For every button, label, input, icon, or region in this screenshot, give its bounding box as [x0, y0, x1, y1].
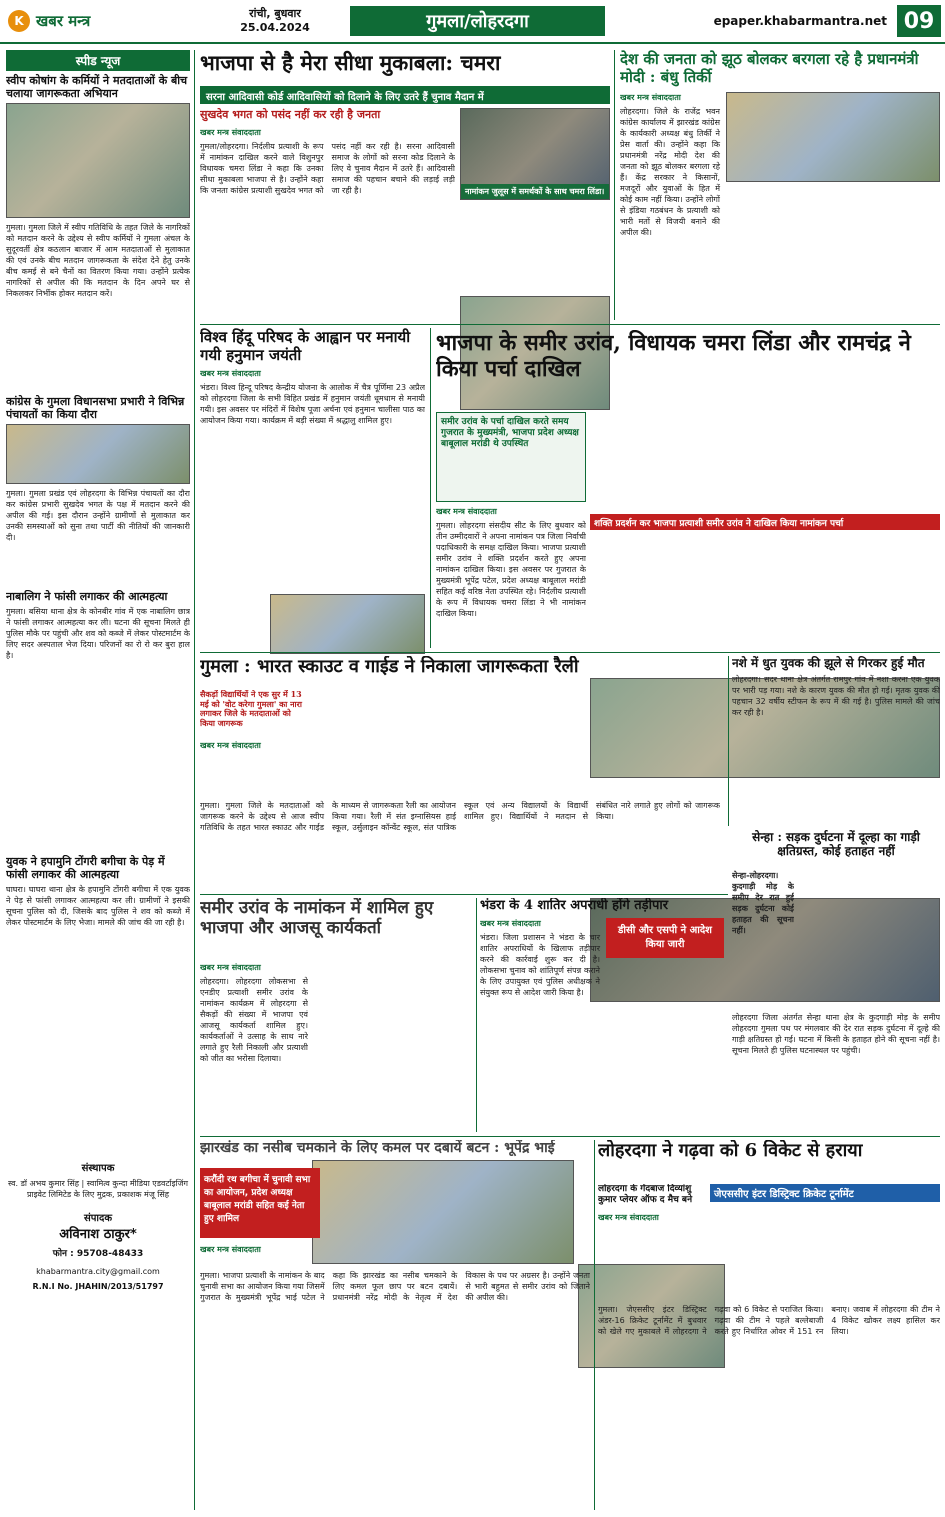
vhp-text: भंडरा। विश्व हिन्दू परिषद केन्द्रीय योजना के आलोक में चैत्र पूर्णिमा 23 अप्रैल को लोहरदगा जिला के सभी विहित प्रखंड में हनुमान जयंती धूमधाम से मनायी गयी। इस अवसर पर मंदिरों में विशेष पूजा अर्चना एवं हनुमान चालीसा पाठ का आयोजन किया गया। कार्यक्रम में बड़ी संख्या में श्रद्धालु शामिल हुए। [200, 383, 425, 425]
date: 25.04.2024 [240, 21, 310, 34]
speed-news-4-text: घाघरा। घाघरा थाना क्षेत्र के हपामुनि टोंगरी बगीचा में एक युवक ने पेड़ से फांसी लगाकर आत्महत्या कर ली। ग्रामीणों ने इसकी सूचना पुलिस को दी, जिसके बाद पुलिस ने शव को कब्जे में लेकर पोस्टमार्टम के लिए भेजा। मामले की जांच की जा रही है। [6, 885, 190, 928]
bjp-body [436, 506, 586, 636]
road-caption-box [732, 870, 794, 1010]
lead-byline: खबर मन्त्र संवाददाता [200, 128, 261, 138]
modi-photo [726, 92, 940, 182]
bjp-byline: खबर मन्त्र संवाददाता [436, 507, 497, 516]
phone: फोन : 95708-48433 [52, 1249, 144, 1259]
column-divider [614, 50, 615, 320]
row-divider [200, 894, 728, 895]
death-story [732, 656, 940, 826]
jharkhand-text: गुमला। भाजपा प्रत्याशी के नामांकन के बाद चुनावी सभा का आयोजन किया गया जिसमें गुजरात के मुख्यमंत्री भूपेंद्र भाई पटेल ने कहा कि झारखंड का नसीब चमकाने के लिए कमल फूल छाप पर बटन दबायें। प्रधानमंत्री नरेंद्र मोदी के नेतृत्व में देश विकास के पथ पर अग्रसर है। उन्होंने जनता से भारी बहुमत से समीर उरांव को जिताने की अपील की। [200, 1271, 590, 1302]
vhp-photo [270, 594, 425, 654]
brand-name: खबर मन्त्र [36, 12, 91, 30]
speed-news-2-text: गुमला। गुमला प्रखंड एवं लोहरदगा के विभिन्न पंचायतों का दौरा कर कांग्रेस प्रभारी सुखदेव भगत के पक्ष में मतदान करने की अपील की गई। इस दौरान उन्होंने ग्रामीणों से मुलाकात कर उनकी समस्याओं को सुना तथा पार्टी की नीतियों की जानकारी दी। [6, 489, 190, 543]
cricket-headline: लोहरदगा ने गढ़वा को 6 विकेट से हराया [598, 1140, 863, 1161]
speed-news-3 [6, 590, 190, 850]
speed-news-3-headline: नाबालिग ने फांसी लगाकर की आत्महत्या [6, 590, 168, 603]
lead-headline-box [200, 50, 610, 84]
scout-photo [312, 1160, 574, 1264]
death-headline: नशे में धुत युवक की झूले से गिरकर हुई मौत [732, 656, 925, 670]
sameer-byline: खबर मन्त्र संवाददाता [200, 963, 261, 972]
column-divider [194, 50, 195, 1510]
speed-news-1-headline: स्वीप कोषांग के कर्मियों ने मतदाताओं के बीच चलाया जागरूकता अभियान [6, 74, 188, 101]
column-divider [728, 656, 729, 826]
masthead [0, 0, 945, 44]
imprint-title: संस्थापक [81, 1163, 115, 1174]
jharkhand-byline: खबर मन्त्र संवाददाता [200, 1245, 261, 1254]
scout-text-box [200, 800, 720, 890]
row-divider [200, 324, 940, 325]
sameer-headline-box [200, 898, 470, 958]
speed-news-1 [6, 50, 190, 390]
lead-strip: सरना आदिवासी कोर्ड आदिवासियों को दिलाने के लिए उतरे हैं चुनाव मैदान में [200, 86, 610, 104]
speed-news-1-photo [6, 103, 190, 218]
cricket-banner: जेएससीए इंटर डिस्ट्रिक्ट क्रिकेट टूर्नामेंट [710, 1184, 940, 1202]
cricket-headline-box [598, 1140, 940, 1180]
brand-logo-icon: K [8, 10, 30, 32]
sameer-text: लोहरदगा। लोहरदगा लोकसभा से एनडीए प्रत्याशी समीर उरांव के नामांकन कार्यक्रम में लोहरदगा से सैकड़ों की संख्या में भाजपा एवं आजसू कार्यकर्ता शामिल हुए। कार्यकर्ताओं ने उत्साह के साथ नारे लगाते हुए रैली निकाली और प्रत्याशी को जीत का भरोसा दिलाया। [200, 977, 308, 1063]
lead-sub: सुखदेव भगत को पसंद नहीं कर रही है जनता [200, 108, 381, 121]
imprint [6, 1160, 190, 1510]
lead-photo-caption: नामांकन जुलूस में समर्थकों के साथ चमरा लिंडा। [461, 184, 609, 199]
lead-photo [460, 108, 610, 200]
bjp-headline: भाजपा के समीर उरांव, विधायक चमरा लिंडा और रामचंद्र ने किया पर्चा दाखिल [436, 330, 911, 383]
bjp-text: गुमला। लोहरदगा संसदीय सीट के लिए बुधवार को तीन उम्मीदवारों ने अपना नामांकन पत्र जिला निर्वाची पदाधिकारी के समक्ष दाखिल किया। भाजपा प्रत्याशी समीर उरांव ने शक्ति प्रदर्शन करते हुए अपना नामांकन दाखिल किया। इस अवसर पर गुजरात के मुख्यमंत्री भूपेंद्र पटेल, प्रदेश अध्यक्ष बाबूलाल मरांडी सहित कई वरिष्ठ नेता उपस्थित रहे। निर्दलीय प्रत्याशी के रूप में विधायक चमरा लिंडा ने भी नामांकन दाखिल किया। [436, 521, 586, 618]
vhp-headline: विश्व हिंदू परिषद के आह्वान पर मनायी गयी हनुमान जयंती [200, 328, 411, 364]
bjp-callout-text: समीर उरांव के पर्चा दाखिल करते समय गुजरात के मुख्यमंत्री, भाजपा प्रदेश अध्यक्ष बाबूलाल मरांडी थे उपस्थित [441, 417, 579, 449]
rni: R.N.I No. JHAHIN/2013/51797 [32, 1282, 164, 1291]
column-divider [476, 898, 477, 1132]
brand [0, 10, 200, 32]
death-text: लोहरदगा। सदर थाना क्षेत्र अंतर्गत रामपुर गांव में नशा करना एक युवक पर भारी पड़ गया। नशे के कारण युवक की मौत हो गई। मृतक युवक की पहचान 32 वर्षीय स्टीफन के रूप में की गई है। पुलिस मामले की जांच कर रही है। [732, 675, 940, 718]
modi-headline: देश की जनता को झूठ बोलकर बरगला रहे है प्रधानमंत्री मोदी : बंधु तिर्की [620, 50, 919, 86]
speed-news-2-headline: कांग्रेस के गुमला विधानसभा प्रभारी ने विभिन्न पंचायतों का किया दौरा [6, 395, 185, 422]
row-divider [200, 1136, 940, 1137]
cricket-side [598, 1184, 706, 1304]
row-divider [200, 652, 940, 653]
vhp-byline: खबर मन्त्र संवाददाता [200, 369, 261, 378]
column-divider [430, 328, 431, 648]
jharkhand-body [200, 1270, 590, 1510]
cricket-body [598, 1304, 940, 1510]
speed-news-4-headline: युवक ने हपामुनि टोंगरी बगीचा के पेड़ में फांसी लगाकर की आत्महत्या [6, 855, 165, 882]
bjp-callout [436, 412, 586, 502]
speed-news-4 [6, 855, 190, 1155]
modi-story [620, 50, 940, 320]
modi-text: लोहरदगा। जिले के राजेंद्र भवन कांग्रेस कार्यालय में झारखंड कांग्रेस के कार्यकारी अध्यक्ष बंधु तिर्की ने प्रेस वार्ता की। उन्होंने कहा कि प्रधानमंत्री नरेंद्र मोदी देश की जनता को झूठ बोलकर बरगला रहे हैं। केंद्र सरकार ने किसानों, मजदूरों और युवाओं के हित में कोई काम नहीं किया। उन्होंने लोगों से इंडिया गठबंधन के प्रत्याशी को भारी मतों से विजयी बनाने की अपील की। [620, 107, 720, 237]
speed-news-1-text: गुमला। गुमला जिले में स्वीप गतिविधि के तहत जिले के नागरिकों को मतदान करने के उद्देश्य से स्वीप कर्मियों ने गुमला अंचल के सुदूरवर्ती क्षेत्र कठलान बाजार में आम मतदाताओं से मुलाकात की एवं उनके बीच मतदान जागरूकता के संदेश देने हेतु उनके बीच कमई से बने चैनों का वितरण किया गया। उन्होंने प्रत्येक नागरिकों से अपील की कि मतदान के दिन अपने घर से निकलकर निर्भीक होकर मतदान करें। [6, 223, 190, 299]
email[interactable]: khabarmantra.city@gmail.com [36, 1267, 160, 1276]
cricket-text: गुमला। जेएससीए इंटर डिस्ट्रिक्ट अंडर-16 क्रिकेट टूर्नामेंट में बुधवार को खेले गए मुकाबले में लोहरदगा ने गढ़वा को 6 विकेट से पराजित किया। गढ़वा की टीम ने पहले बल्लेबाजी करते हुए निर्धारित ओवर में 151 रन बनाए। जवाब में लोहरदगा की टीम ने 4 विकेट खोकर लक्ष्य हासिल कर लिया। [598, 1305, 940, 1336]
scout-headline: गुमला : भारत स्काउट व गाईड ने निकाला जागरूकता रैली [200, 656, 579, 677]
road-headline: सेन्हा : सड़क दुर्घटना में दूल्हा का गाड़ी क्षतिग्रस्त, कोई हताहत नहीं [752, 830, 920, 859]
jharkhand-callout: करौंदी रथ बगीचा में चुनावी सभा का आयोजन, प्रदेश अध्यक्ष बाबूलाल मरांडी सहित कई नेता हुए शामिल [200, 1168, 320, 1238]
cricket-sub: लोहरदगा के गेंदबाज दिव्यांशु कुमार प्लेयर ऑफ द मैच बने [598, 1184, 693, 1205]
editor-title: संपादक [83, 1213, 113, 1224]
bhandra-text: भंडरा। जिला प्रशासन ने भंडरा के चार शातिर अपराधियों के खिलाफ तड़ीपार करने की कार्रवाई शुरू कर दी है। लोकसभा चुनाव को शांतिपूर्ण संपन्न कराने के लिए उपायुक्त एवं पुलिस अधीक्षक ने संयुक्त रूप से आदेश जारी किया है। [480, 932, 600, 997]
road-body [732, 1012, 940, 1132]
epaper-link[interactable]: epaper.khabarmantra.net [713, 14, 887, 28]
lead-body [200, 108, 455, 318]
bhandra-headline: भंडरा के 4 शातिर अपराधी होंगे तड़ीपार [480, 898, 669, 913]
road-text: लोहरदगा जिला अंतर्गत सेन्हा थाना क्षेत्र के कुदगाड़ी मोड़ के समीप लोहरदगा गुमला पथ पर मंगलवार की देर रात सड़क दुर्घटना में दूल्हे की गाड़ी क्षतिग्रस्त हो गई। घटना में किसी के हताहत होने की सूचना नहीं है। सूचना मिलते ही पुलिस घटनास्थल पर पहुंची। [732, 1013, 940, 1055]
speed-news-2-photo [6, 424, 190, 484]
dateline [200, 7, 350, 35]
bhandra-redbox: डीसी और एसपी ने आदेश किया जारी [606, 918, 724, 958]
bhandra-story [480, 898, 724, 1132]
jharkhand-headline: झारखंड का नसीब चमकाने के लिए कमल पर दबायें बटन : भूपेंद्र भाई [200, 1140, 555, 1156]
speed-news-label: स्पीड न्यूज [6, 50, 190, 71]
bjp-headline-box [436, 330, 940, 410]
scout-intro: सैकड़ों विद्यार्थियों ने एक सुर में 13 मई को 'वोट करेगा गुमला' का नारा लगाकर जिले के मतदाताओं को किया जागरूक [200, 690, 302, 728]
road-caption: सेन्हा-लोहरदगा। कुदगाड़ी मोड़ के समीप देर रात हुई सड़क दुर्घटना कोई हताहत की सूचना नहीं। [732, 871, 794, 935]
scout-headline-box [200, 656, 725, 686]
speed-news-2 [6, 395, 190, 585]
scout-byline: खबर मन्त्र संवाददाता [200, 741, 261, 750]
cricket-byline: खबर मन्त्र संवाददाता [598, 1212, 659, 1222]
modi-byline: खबर मन्त्र संवाददाता [620, 93, 681, 102]
column-divider [594, 1140, 595, 1510]
bjp-strip: शक्ति प्रदर्शन कर भाजपा प्रत्याशी समीर उरांव ने दाखिल किया नामांकन पर्चा [590, 514, 940, 530]
editor-name: अविनाश ठाकुर* [59, 1227, 137, 1242]
lead-text: गुमला/लोहरदगा। निर्दलीय प्रत्याशी के रूप में नामांकन दाखिल करने वाले विशुनपुर विधायक चमरा लिंडा ने कहा कि उनका सीधा मुकाबला भाजपा से है। उन्होंने कहा कि जनता कांग्रेस प्रत्याशी सुखदेव भगत को पसंद नहीं कर रही है। सरना आदिवासी समाज के लोगों को सरना कोड दिलाने के लिए वे चुनाव मैदान में उतरे हैं। आदिवासी समाज की पहचान बचाने की लड़ाई लड़ी जा रही है। [200, 142, 455, 196]
imprint-text: स्व. डॉ अभय कुमार सिंह | स्वामित्व कुन्दा मीडिया एडवर्टाइजिंग प्राइवेट लिमिटेड के लिए मुद्रक, प्रकाशक मंजू सिंह [7, 1179, 189, 1199]
bhandra-byline: खबर मन्त्र संवाददाता [480, 918, 541, 928]
page-number: 09 [897, 5, 941, 37]
scout-text: गुमला। गुमला जिले के मतदाताओं को जागरूक करने के उद्देश्य से आज स्वीप गतिविधि के तहत भारत स्काउट और गाईड के माध्यम से जागरूकता रैली का आयोजन किया गया। रैली में संत इग्नासियस हाई स्कूल, उर्सुलाइन कॉन्वेंट स्कूल, संत पात्रिक स्कूल एवं अन्य विद्यालयों के विद्यार्थी शामिल हुए। विद्यार्थियों ने मतदान से संबंधित नारे लगाते हुए लोगों को जागरूक किया। [200, 801, 720, 832]
sameer-headline: समीर उरांव के नामांकन में शामिल हुए भाजपा और आजसू कार्यकर्ता [200, 898, 434, 939]
city: रांची, बुधवार [249, 7, 301, 20]
lead-headline: भाजपा से है मेरा सीधा मुकाबला: चमरा [200, 50, 501, 75]
speed-news-3-text: गुमला। बसिया थाना क्षेत्र के कोनबीर गांव में एक नाबालिग छात्र ने फांसी लगाकर आत्महत्या कर ली। घटना की सूचना मिलते ही पुलिस मौके पर पहुंची और शव को कब्जे में लेकर पोस्टमार्टम के लिए सदर अस्पताल भेज दिया। परिजनों का रो रो कर बुरा हाल है। [6, 607, 190, 661]
jharkhand-headline-box [200, 1140, 590, 1164]
sameer-body [200, 962, 308, 1132]
section-title: गुमला/लोहरदगा [350, 6, 605, 36]
